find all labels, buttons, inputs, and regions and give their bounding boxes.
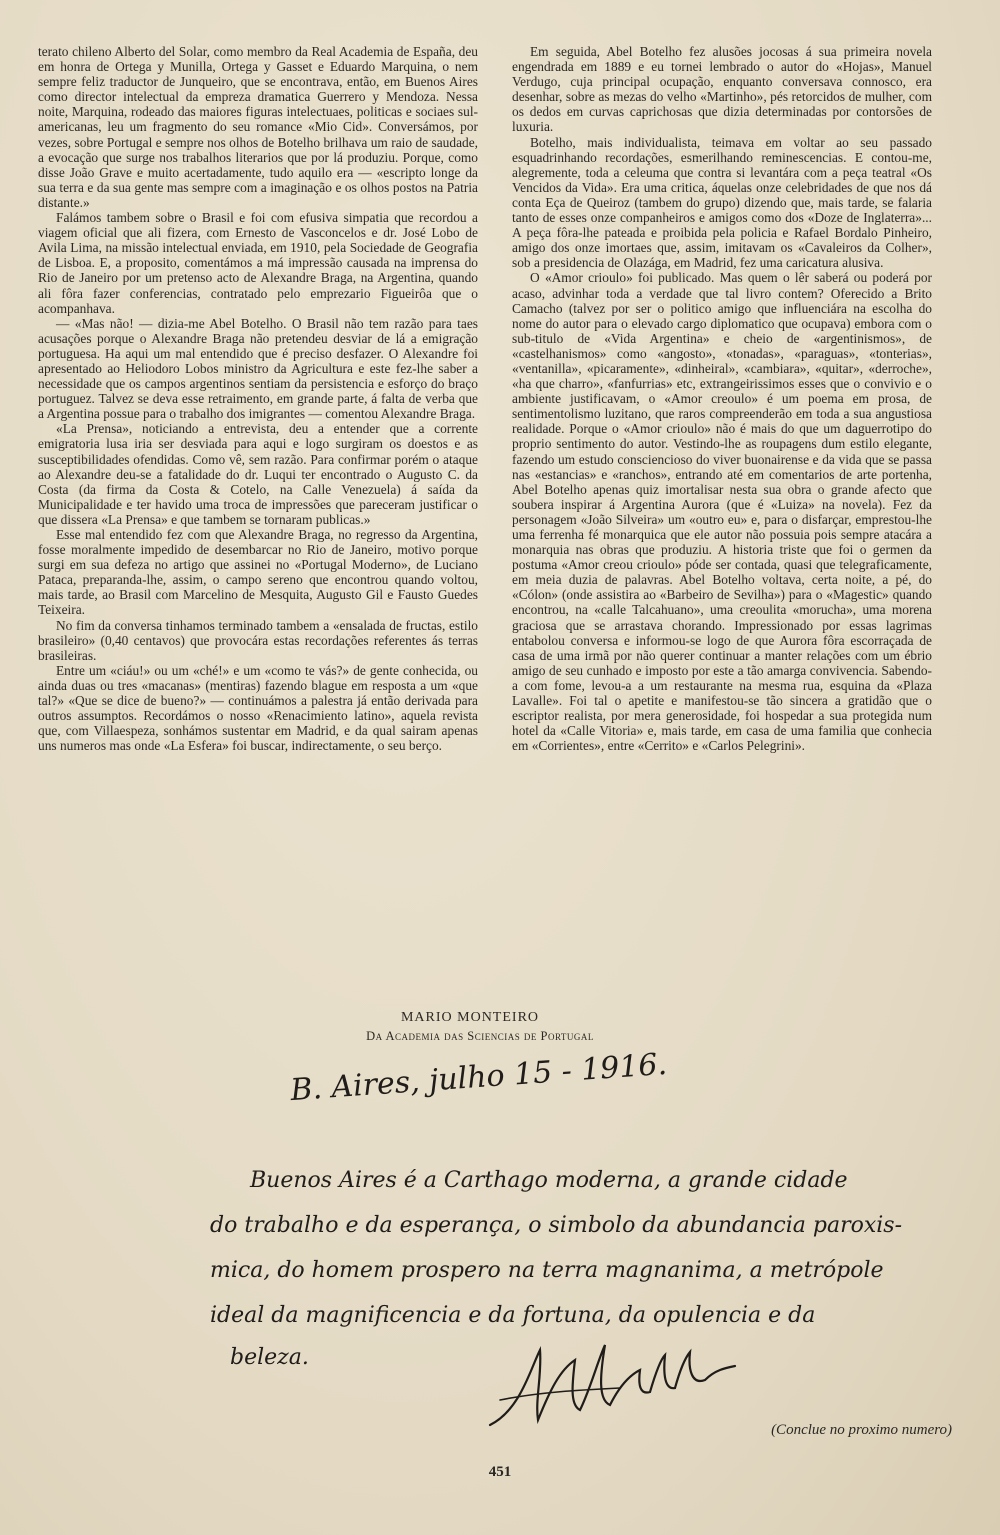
author-affiliation: Da Academia das Sciencias de Portugal	[366, 1029, 594, 1043]
paragraph: Em seguida, Abel Botelho fez alusões jocosas á sua primeira novela engendrada em 1889 e eu tornei lembrado o autor do «Hojas», Manuel Verdugo, cuja principal ocupação, enquanto conversava connosco, era desenhar, sobre as mezas do velho «Martinho», pés retorcidos de mulher, com os dedos em curvas caprichosas que dizia determinadas por contorsões de luxuria.	[512, 44, 932, 135]
paragraph: O «Amor crioulo» foi publicado. Mas quem o lêr saberá ou poderá por acaso, advinhar toda a verdade que tal livro contem? Oferecido a Brito Camacho (talvez por ser o politico amigo que influenciára na escolha do nome do autor para o elevado cargo diplomatico que ocupava) embora com o sub-titulo de «Vida Argentina» e cheio de «argentinismos», de «castelhanismos» como «angosto», «tonadas», «paraguas», «tonterias», «ventanilla», «picaramente», «dinheiral», «cambiara», «quitar», «derroche», «ha que charro», «fanfurrias» etc, extrangeirissimos esses que o convivio e o ambiente justificavam, o «Amor creoulo» é um poema em prosa, de sentimentolismo luzitano, que raros compreenderão em toda a sua angustiosa realidade. Porque o «Amor crioulo» não é mais do que um daguerrotipo do proprio sentimento do autor. Vestindo-lhe as roupagens dum estilo elegante, fazendo um estudo consciencioso do viver buonairense e da vida que se passa nas «estancias» e «ranchos», entrando até em comentarios de arte portenha, Abel Botelho apenas quiz imortalisar nesta sua obra o grande afecto que soubera inspirar á Argentina Aurora (que é «Luiza» na novela). Fez da personagem «João Silveira» um «outro eu» e, para o disfarçar, emprestou-lhe uma ferrenha fé monarquica que ele autor não possuia pois sempre atacára a monarquia nas obras que produziu. A historia triste que foi o germen da postuma «Amor creou crioulo» póde ser contada, quasi que telegraficamente, em meia duzia de palavras. Abel Botelho voltava, certa noite, a pé, do «Cólon» (onde assistira ao «Barbeiro de Sevilha») para o «Magestic» quando encontrou, na «calle Talcahuano», uma creoulita «morucha», uma morena graciosa que se arrastava chorando. Impressionado por essas lagrimas entabolou conversa e informou-se logo de que Aurora fôra escorraçada de casa de uma irmã por não querer continuar a manter relações com um ébrio amigo de seu cunhado e imposto por este a tão amarga convivencia. Sabendo-a com fome, levou-a a um restaurante na mesma rua, esquina da «Plaza Lavalle». Foi tal o apetite e manifestou-se tão sincera a gratidão que o escriptor realista, por mera generosidade, foi hospedar a sua protegida num hotel da «Calle Vitoria» e, mais tarde, em casa de uma familia que conhecia em «Corrientes», entre «Cerrito» e «Carlos Pelegrini».	[512, 270, 932, 754]
manuscript-date: B. Aires, julho 15 - 1916.	[289, 1046, 669, 1109]
manuscript-line: beleza.	[230, 1345, 309, 1370]
left-text-column	[38, 44, 478, 753]
paragraph: No fim da conversa tinhamos terminado tambem a «ensalada de fructas, estilo brasileiro» (0,40 centavos) que provocára estas recordações referentes ás terras brasileiras.	[38, 617, 478, 663]
author-name: MARIO MONTEIRO	[400, 1010, 540, 1025]
manuscript-line: do trabalho e da esperança, o simbolo da abundancia paroxis-	[210, 1213, 903, 1238]
paragraph: Botelho, mais individualista, teimava em voltar ao seu passado esquadrinhando recordações, esmerilhando reminescencias. E contou-me, alegremente, toda a celeuma que contra si levantára com a peça teatral «Os Vencidos da Vida». Era uma critica, áquelas onze celebridades de que nos dá conta Eça de Queiroz (tambem do grupo) dizendo que, mais tarde, se falaria tanto de esses onze companheiros e amigos como dos «Doze de Inglaterra»... A peça fôra-lhe pateada e proibida pela policia e Rafael Bordalo Pinheiro, amigo dos onze imortaes que, assim, imitavam os «Cavaleiros da Colher», sob a presidencia de Olazága, em Madrid, fez uma caricatura alusiva.	[512, 134, 932, 271]
paragraph: Falámos tambem sobre o Brasil e foi com efusiva simpatia que recordou a viagem oficial que ali fizera, com Ernesto de Vasconcelos e dr. José Lobo de Avila Lima, na missão intelectual enviada, em 1910, pela Sociedade de Geografia de Lisboa. E, a proposito, comentámos a má impressão causada na imprensa do Rio de Janeiro por um pretenso acto de Alexandre Braga, na Argentina, quando ali fôra fazer conferencias, contratado pelo emprezario Figueirôa que o acompanhava.	[38, 210, 478, 316]
paragraph: Esse mal entendido fez com que Alexandre Braga, no regresso da Argentina, fosse moralmente impedido de desembarcar no Rio de Janeiro, motivo porque surgi em sua defeza no artigo que assinei no «Portugal Moderno», de Luciano Pataca, preparanda-lhe, assim, o campo sereno que encontrou quando voltou, mais tarde, ao Brasil com Marcelino de Mesquita, Augusto Gil e Fausto Guedes Teixeira.	[38, 527, 478, 618]
paragraph: terato chileno Alberto del Solar, como membro da Real Academia de España, deu em honra de Ortega y Munilla, Ortega y Gasset e Eduardo Marquina, o nem sempre feliz traductor de Junqueiro, que se encontrava, então, em Buenos Aires como director intelectual da empreza dramatica Guerrero y Mendoza. Nessa noite, Marquina, rodeado das maiores figuras intelectuaes, politicas e sociaes sul-americanas, leu um fragmento do seu romance «Mio Cid». Conversámos, por vezes, sobre Portugal e sempre nos olhos de Botelho brilhava um raio de saudade, a evocação que surge nos trabalhos literarios que por lá produziu. Porque, como disse João Grave e muito acertadamente, tudo aquilo era — «escripto longe da sua terra e da sua gente mas sempre com a imaginação e os olhos postos na Patria distante.»	[38, 44, 478, 210]
paragraph: «La Prensa», noticiando a entrevista, deu a entender que a corrente emigratoria lusa iria ser desviada para aqui e logo surgiram os doestos e as susceptibilidades ofendidas. Como vê, sem razão. Para confirmar porém o ataque ao Alexandre deu-se a fatalidade do dr. Luqui ter encontrado o Augusto C. da Costa (da firma da Costa & Cotelo, na Calle Venezuela) á saída da Municipalidade e ter havido uma troca de impressões que pareceram justificar o que dissera «La Prensa» e que tambem se tornaram publicas.»	[38, 421, 478, 527]
handwritten-signature	[480, 1330, 740, 1440]
manuscript-line: mica, do homem prospero na terra magnanima, a metrópole	[210, 1258, 884, 1283]
manuscript-line: Buenos Aires é a Carthago moderna, a grande cidade	[250, 1168, 848, 1193]
paragraph: Entre um «ciáu!» ou um «ché!» e um «como te vás?» de gente conhecida, ou ainda duas ou tres «macanas» (mentiras) fazendo blague em resposta a um «que tal?» «Que se dice de bueno?» — continuámos a palestra já então derivada para outros assumptos. Recordámos o nosso «Renacimiento latino», aquela revista que, com Villaespeza, sonhámos sustentar em Madrid, e da qual sairam apenas uns numeros mas onde «La Esfera» foi buscar, indirectamente, o seu berço.	[38, 662, 478, 754]
right-text-column	[512, 44, 932, 753]
manuscript-line: ideal da magnificencia e da fortuna, da opulencia e da	[210, 1303, 816, 1328]
page-number: 451	[488, 1464, 512, 1480]
continued-note: (Conclue no proximo numero)	[771, 1422, 952, 1438]
paragraph: — «Mas não! — dizia-me Abel Botelho. O Brasil não tem razão para taes acusações porque o Alexandre Braga não pretendeu desviar de lá a emigração portuguesa. Ha aqui um mal entendido que é preciso desfazer. O Alexandre foi apresentado ao Heliodoro Lobos ministro da Agricultura e este fez-lhe saber a necessidade que os campos argentinos sentiam da persistencia e esforço do braço portuguez. Talvez se deva esse retraimento, em grande parte, á falta de verba que a Argentina possue para o trabalho dos imigrantes — comentou Alexandre Braga.	[38, 315, 478, 422]
